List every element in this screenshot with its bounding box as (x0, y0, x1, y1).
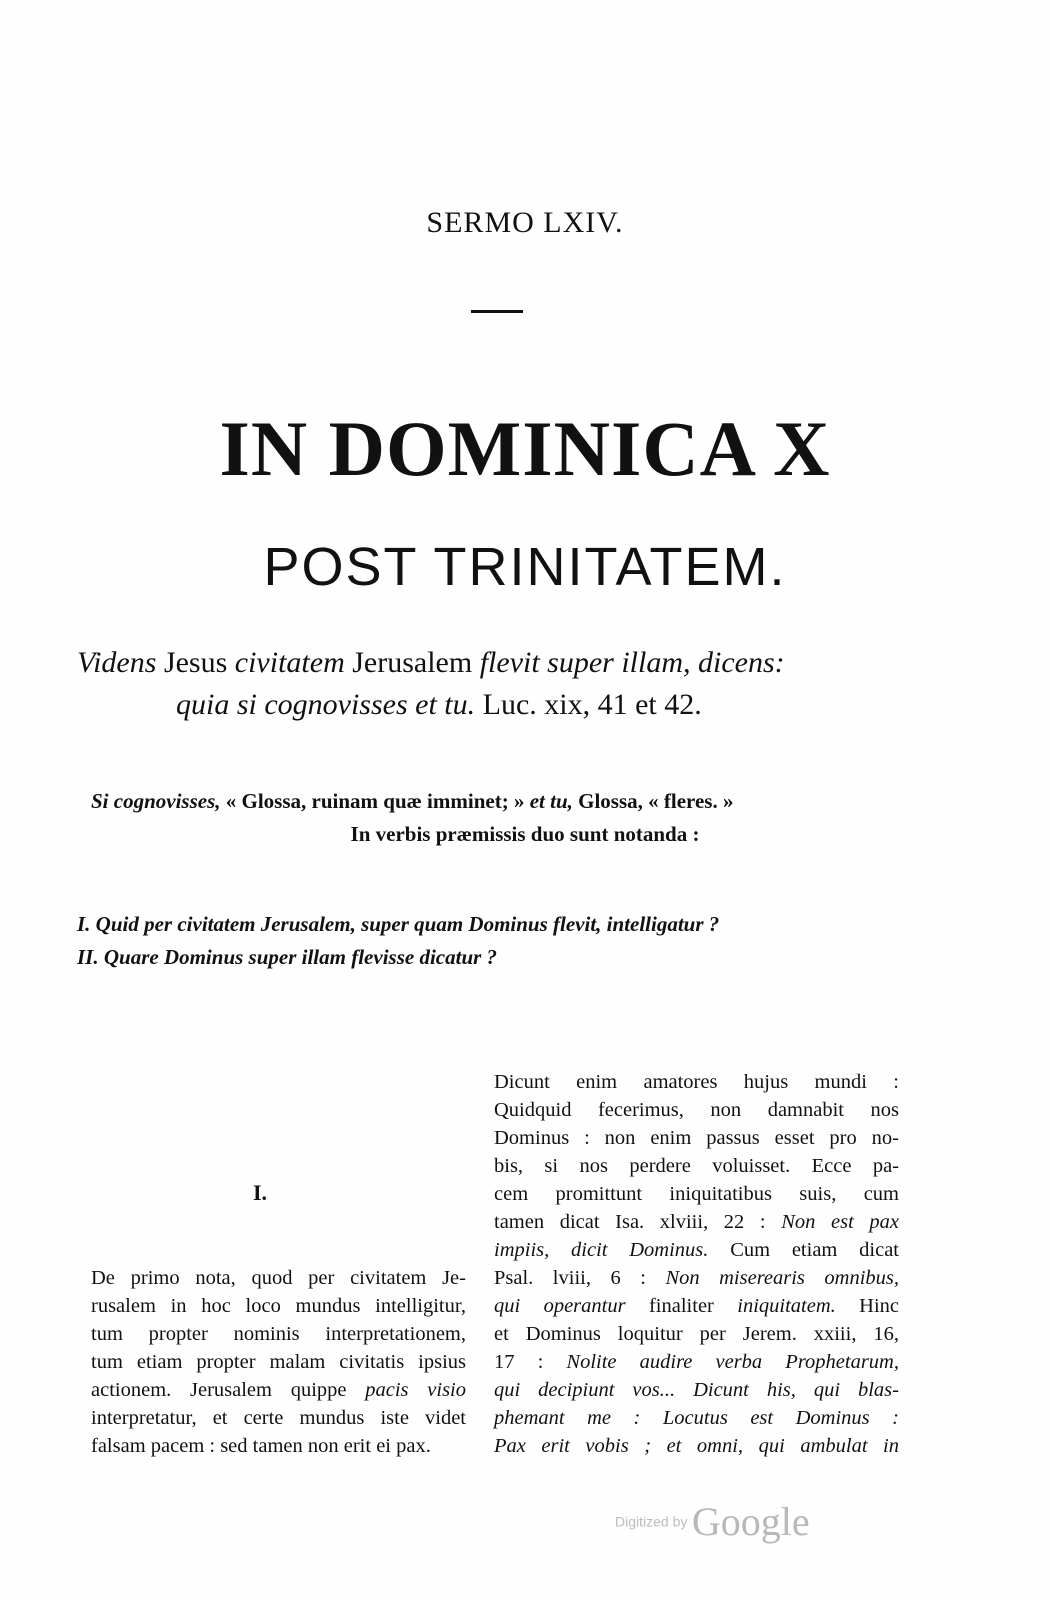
text-line (494, 1264, 899, 1292)
digitized-watermark (615, 1498, 810, 1545)
title-divider (471, 310, 523, 313)
text-line (494, 1236, 899, 1264)
text-line (494, 1404, 899, 1432)
text-fragment: Nolite audire verba Prophetarum, (566, 1351, 899, 1373)
gloss-text: « Glossa, ruinam quæ imminet; » (225, 789, 525, 813)
gloss-text: Si cognovisses, (91, 789, 221, 813)
epigraph-text: Jesus (163, 646, 228, 679)
text-line (494, 1208, 899, 1236)
gloss-text: Glossa, « fleres. » (578, 789, 734, 813)
text-line: De primo nota, quod per civitatem Je- (91, 1267, 466, 1289)
question-1: I. Quid per civitatem Jerusalem, super quam Dominus flevit, intelligatur ? (77, 912, 720, 936)
gloss-text: et tu, (529, 789, 573, 813)
text-line (494, 1292, 899, 1320)
watermark-label: Digitized by (615, 1513, 688, 1530)
gloss-line-1 (91, 789, 961, 814)
text-line (91, 1376, 466, 1404)
epigraph-line-2 (176, 688, 876, 722)
epigraph-line-1 (77, 646, 947, 680)
section-heading: I. (252, 1180, 268, 1205)
epigraph-reference: Luc. xix, 41 et 42. (482, 688, 702, 721)
text-fragment: 17 : (494, 1351, 544, 1373)
text-line: tum etiam propter malam civitatis ipsius (91, 1351, 466, 1373)
text-line (494, 1376, 899, 1404)
text-fragment: Cum etiam dicat (730, 1239, 899, 1261)
text-line (494, 1432, 899, 1460)
text-line: et Dominus loquitur per Jerem. xxiii, 16, (494, 1323, 899, 1345)
text-fragment: Non est pax (781, 1211, 900, 1233)
epigraph-text: quia si cognovisses et tu. (176, 688, 476, 721)
text-line: Quidquid fecerimus, non damnabit nos (494, 1099, 899, 1121)
epigraph-text: flevit super illam, dicens: (479, 646, 785, 679)
epigraph-text: Videns (77, 646, 157, 679)
text-line: bis, si nos perdere voluisset. Ecce pa- (494, 1155, 899, 1177)
text-fragment: Hinc (859, 1295, 900, 1317)
text-fragment: tamen dicat Isa. xlviii, 22 : (494, 1211, 766, 1233)
text-fragment: impiis, dicit Dominus. (494, 1239, 709, 1261)
text-fragment: Locutus est Dominus : (662, 1407, 899, 1429)
text-fragment: Pax erit vobis ; et omni, qui ambulat in (494, 1435, 899, 1457)
epigraph-text: civitatem (234, 646, 345, 679)
text-line: Dicunt enim amatores hujus mundi : (494, 1071, 899, 1093)
right-column (494, 1068, 899, 1460)
text-fragment: finaliter (648, 1295, 714, 1317)
epigraph-text: Jerusalem (352, 646, 473, 679)
text-fragment: actionem. Jerusalem quippe (91, 1379, 347, 1401)
left-column (91, 1264, 466, 1460)
sermon-number: SERMO LXIV. (426, 206, 624, 239)
text-line (494, 1348, 899, 1376)
gloss-line-2: In verbis præmissis duo sunt notanda : (350, 822, 700, 846)
text-fragment: phemant me : (494, 1407, 641, 1429)
google-logo: Google (691, 1499, 810, 1544)
text-line: rusalem in hoc loco mundus intelligitur, (91, 1295, 466, 1317)
text-line: cem promittunt iniquitatibus suis, cum (494, 1183, 899, 1205)
text-fragment: iniquitatem. (737, 1295, 836, 1317)
text-fragment: qui decipiunt vos... Dicunt his, qui blas- (494, 1379, 899, 1401)
text-line: falsam pacem : sed tamen non erit ei pax. (91, 1435, 431, 1457)
text-fragment: Non miserearis omnibus, (665, 1267, 900, 1289)
text-fragment: pacis visio (365, 1379, 466, 1401)
text-line: interpretatur, et certe mundus iste videt (91, 1407, 466, 1429)
text-line: tum propter nominis interpretationem, (91, 1323, 466, 1345)
text-fragment: Psal. lviii, 6 : (494, 1267, 646, 1289)
text-fragment: qui operantur (494, 1295, 626, 1317)
page-title: IN DOMINICA X (219, 405, 831, 492)
question-2: II. Quare Dominus super illam flevisse dicatur ? (77, 945, 498, 969)
text-line: Dominus : non enim passus esset pro no- (494, 1127, 899, 1149)
page-subtitle: POST TRINITATEM. (263, 537, 787, 597)
